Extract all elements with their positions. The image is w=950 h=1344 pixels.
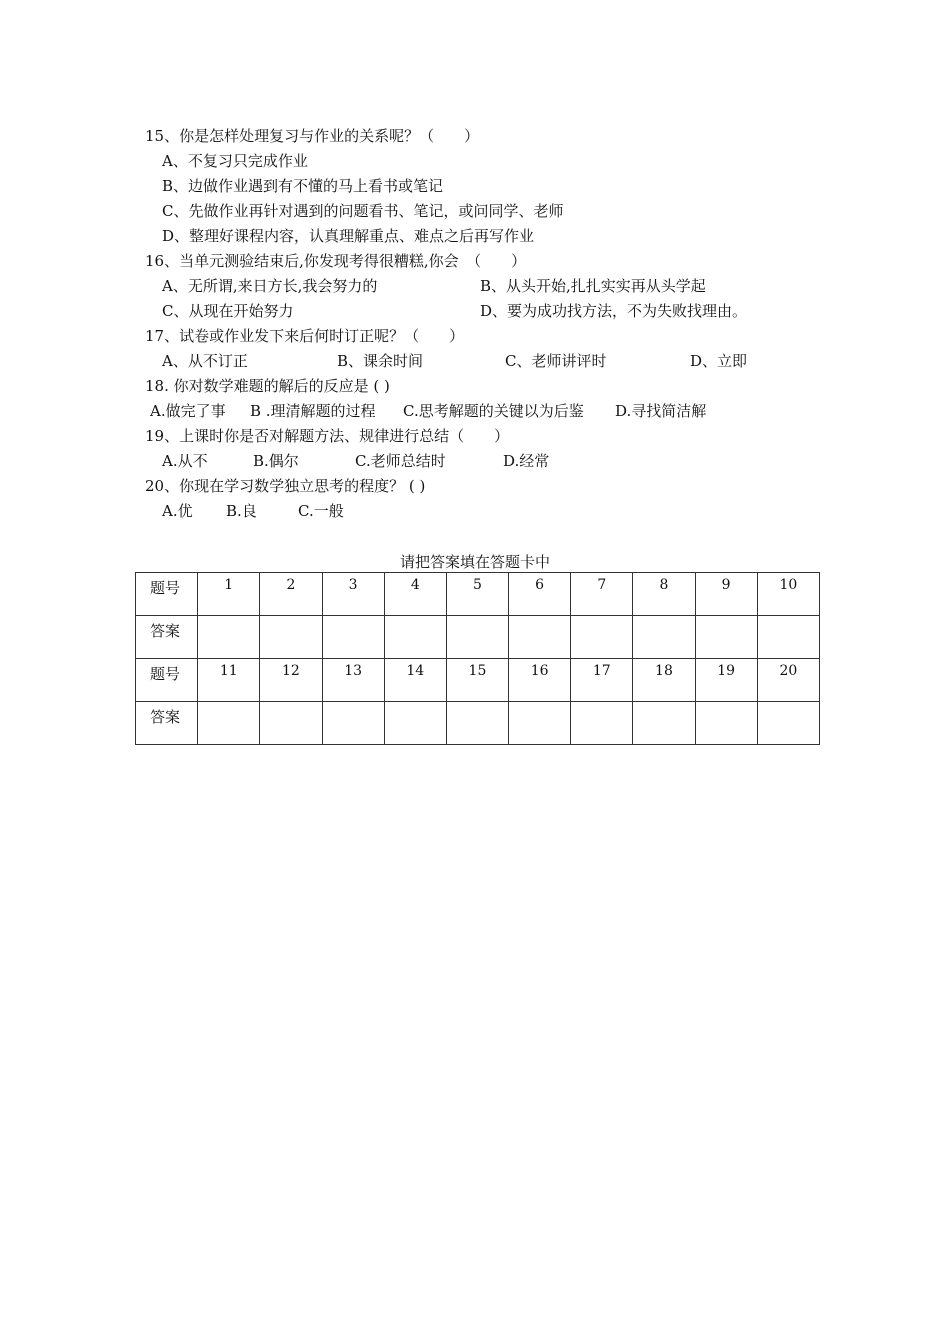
question-15-option-c: C、先做作业再针对遇到的问题看书、笔记，或问同学、老师: [162, 202, 564, 220]
question-17-option-b: B、课余时间: [337, 352, 424, 370]
answer-cell[interactable]: [446, 702, 508, 745]
answer-cell[interactable]: [757, 702, 819, 745]
answer-cell[interactable]: [260, 616, 322, 659]
question-number-cell: 16: [509, 659, 571, 702]
answer-card-caption: 请把答案填在答题卡中: [399, 553, 550, 571]
question-number-cell: 14: [384, 659, 446, 702]
question-number-cell: 4: [384, 573, 446, 616]
question-number-cell: 7: [571, 573, 633, 616]
question-18-stem: 18. 你对数学难题的解后的反应是 ( ): [145, 377, 390, 395]
answer-cell[interactable]: [633, 702, 695, 745]
question-20-option-a: A.优: [162, 502, 193, 520]
question-15-option-b: B、边做作业遇到有不懂的马上看书或笔记: [162, 177, 444, 195]
answer-cell[interactable]: [633, 616, 695, 659]
answer-cell[interactable]: [571, 702, 633, 745]
question-number-cell: 15: [446, 659, 508, 702]
question-number-cell: 20: [757, 659, 819, 702]
answer-card-table: [135, 572, 820, 745]
answer-card-number-row-1: [136, 573, 820, 616]
answer-cell[interactable]: [198, 616, 260, 659]
question-16-option-d: D、要为成功找方法，不为失败找理由。: [480, 302, 748, 320]
answer-cell[interactable]: [571, 616, 633, 659]
question-18-option-d: D.寻找简洁解: [615, 402, 707, 420]
question-16-option-a: A、无所谓,来日方长,我会努力的: [162, 277, 378, 295]
answer-cell[interactable]: [509, 616, 571, 659]
answer-cell[interactable]: [322, 702, 384, 745]
question-17-stem: 17、试卷或作业发下来后何时订正呢？（ ）: [145, 327, 465, 345]
answer-cell[interactable]: [446, 616, 508, 659]
question-19-option-d: D.经常: [503, 452, 550, 470]
question-18-option-b: B .理清解题的过程: [250, 402, 376, 420]
question-20-option-b: B.良: [226, 502, 257, 520]
answer-label: 答案: [136, 616, 198, 659]
question-16-option-c: C、从现在开始努力: [162, 302, 294, 320]
answer-cell[interactable]: [509, 702, 571, 745]
question-number-cell: 6: [509, 573, 571, 616]
question-number-cell: 5: [446, 573, 508, 616]
question-16-stem: 16、当单元测验结束后,你发现考得很糟糕,你会 （ ）: [145, 252, 527, 270]
answer-cell[interactable]: [757, 616, 819, 659]
question-19-option-a: A.从不: [162, 452, 208, 470]
question-18-option-a: A.做完了事: [150, 402, 226, 420]
question-number-cell: 13: [322, 659, 384, 702]
question-17-option-a: A、从不订正: [162, 352, 248, 370]
question-number-cell: 19: [695, 659, 757, 702]
answer-label: 答案: [136, 702, 198, 745]
question-19-stem: 19、上课时你是否对解题方法、规律进行总结（ ）: [145, 427, 510, 445]
question-number-cell: 12: [260, 659, 322, 702]
answer-cell[interactable]: [322, 616, 384, 659]
question-18-option-c: C.思考解题的关键以为后鉴: [403, 402, 584, 420]
question-16-option-b: B、从头开始,扎扎实实再从头学起: [480, 277, 706, 295]
answer-cell[interactable]: [198, 702, 260, 745]
question-17-option-d: D、立即: [690, 352, 748, 370]
question-15-option-a: A、不复习只完成作业: [162, 152, 308, 170]
question-number-cell: 2: [260, 573, 322, 616]
answer-card-number-row-2: [136, 659, 820, 702]
answer-cell[interactable]: [384, 702, 446, 745]
answer-card-answer-row-2: [136, 702, 820, 745]
question-number-cell: 1: [198, 573, 260, 616]
question-number-cell: 18: [633, 659, 695, 702]
question-number-cell: 10: [757, 573, 819, 616]
question-20-option-c: C.一般: [298, 502, 344, 520]
question-15-stem: 15、你是怎样处理复习与作业的关系呢？（ ）: [145, 127, 480, 145]
answer-cell[interactable]: [260, 702, 322, 745]
answer-cell[interactable]: [695, 616, 757, 659]
answer-cell[interactable]: [695, 702, 757, 745]
question-number-cell: 17: [571, 659, 633, 702]
question-20-stem: 20、你现在学习数学独立思考的程度？ ( ): [145, 477, 426, 495]
question-19-option-c: C.老师总结时: [355, 452, 446, 470]
question-17-option-c: C、老师讲评时: [505, 352, 607, 370]
answer-cell[interactable]: [384, 616, 446, 659]
question-number-cell: 3: [322, 573, 384, 616]
number-label: 题号: [136, 573, 198, 616]
question-number-cell: 9: [695, 573, 757, 616]
answer-card-answer-row-1: [136, 616, 820, 659]
question-number-cell: 8: [633, 573, 695, 616]
question-number-cell: 11: [198, 659, 260, 702]
number-label: 题号: [136, 659, 198, 702]
question-19-option-b: B.偶尔: [253, 452, 299, 470]
question-15-option-d: D、整理好课程内容，认真理解重点、难点之后再写作业: [162, 227, 535, 245]
